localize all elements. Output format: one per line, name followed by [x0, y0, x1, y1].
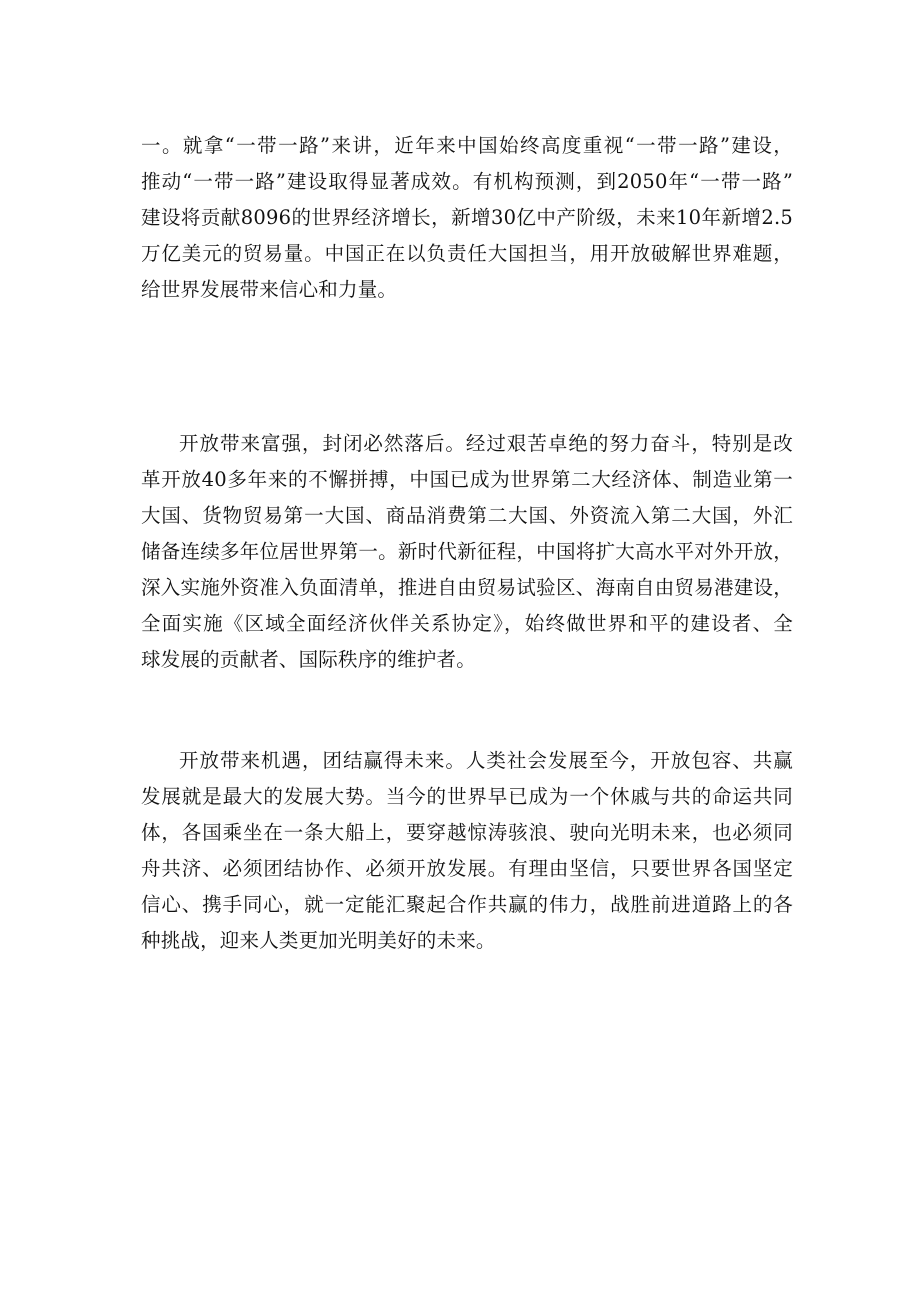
text-line: 一。就拿“一带一路”来讲，近年来中国始终高度重视“一带一路”建设，: [141, 134, 793, 157]
text-line: 给世界发展带来信心和力量。: [141, 278, 398, 301]
paragraph-belt-and-road: [141, 128, 793, 308]
text-line: 大国、货物贸易第一大国、商品消费第二大国、外资流入第二大国，外汇: [141, 504, 793, 527]
text-line: 万亿美元的贸易量。中国正在以负责任大国担当，用开放破解世界难题，: [141, 242, 793, 265]
text-line: 信心、携手同心，就一定能汇聚起合作共赢的伟力，战胜前进道路上的各: [141, 893, 793, 916]
text-line: 全面实施《区域全面经济伙伴关系协定》，始终做世界和平的建设者、全: [141, 612, 793, 635]
text-line: 发展就是最大的发展大势。当今的世界早已成为一个休戚与共的命运共同: [141, 785, 793, 808]
text-line: 开放带来富强，封闭必然落后。经过艰苦卓绝的努力奋斗，特别是改: [179, 432, 793, 455]
text-line: 体，各国乘坐在一条大船上，要穿越惊涛骇浪、驶向光明未来，也必须同: [141, 821, 793, 844]
text-line: 推动“一带一路”建设取得显著成效。有机构预测，到2050年“一带一路”: [141, 170, 793, 193]
text-line: 舟共济、必须团结协作、必须开放发展。有理由坚信，只要世界各国坚定: [141, 857, 793, 880]
text-line: 革开放40多年来的不懈拼搏，中国已成为世界第二大经济体、制造业第一: [141, 468, 793, 491]
text-line: 建设将贡献8096的世界经济增长，新增30亿中产阶级，未来10年新增2.5: [141, 206, 793, 229]
text-line: 深入实施外资准入负面清单，推进自由贸易试验区、海南自由贸易港建设，: [141, 576, 793, 599]
paragraph-openness-opportunity: [141, 743, 793, 959]
text-line: 球发展的贡献者、国际秩序的维护者。: [141, 648, 476, 671]
paragraph-openness-prosperity: [141, 426, 793, 678]
text-line: 开放带来机遇，团结赢得未来。人类社会发展至今，开放包容、共赢: [179, 749, 793, 772]
text-line: 储备连续多年位居世界第一。新时代新征程，中国将扩大高水平对外开放，: [141, 540, 793, 563]
text-line: 种挑战，迎来人类更加光明美好的未来。: [141, 929, 496, 952]
